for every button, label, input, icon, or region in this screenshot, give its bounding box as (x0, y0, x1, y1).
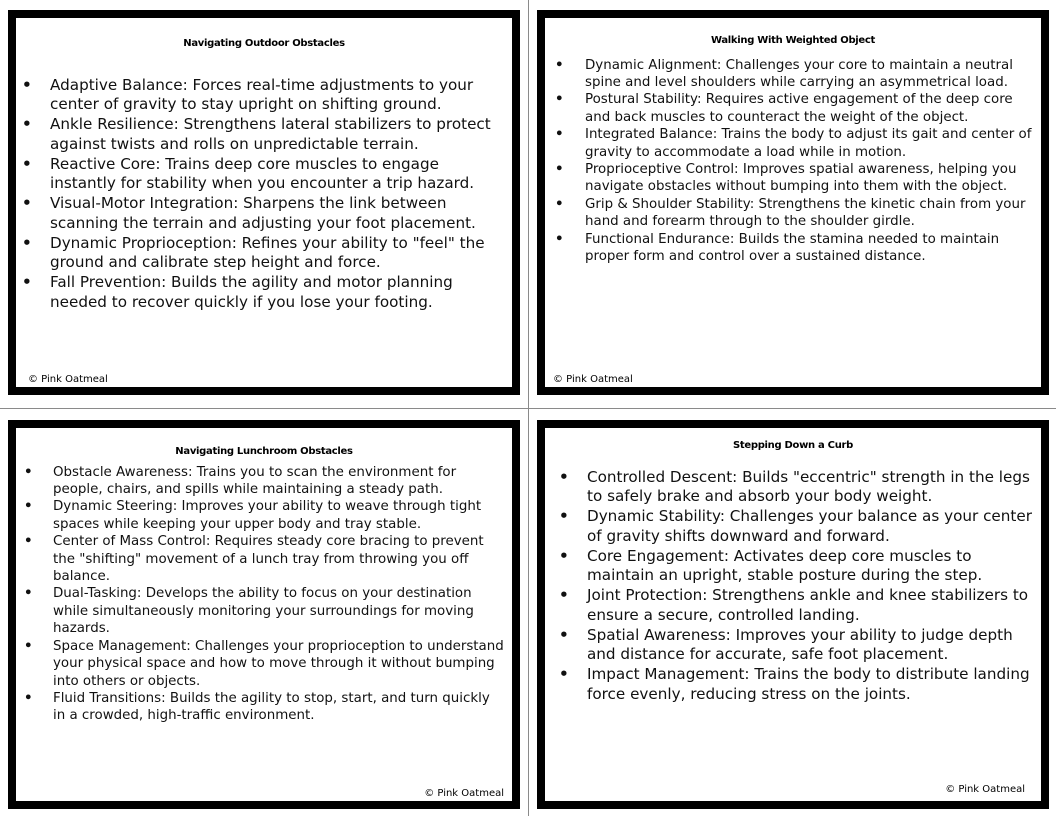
list-item: • Adaptive Balance: Forces real-time adjustments to your center of gravity to stay upright on shifting ground. (16, 76, 512, 116)
list-item: • Joint Protection: Strengthens ankle and knee stabilizers to ensure a secure, controlled landing. (545, 586, 1041, 626)
list-item: • Space Management: Challenges your proprioception to understand your physical space and how to move through it without bumping into others or objects. (16, 638, 512, 690)
benefit-list (16, 76, 512, 313)
card-title: Walking With Weighted Object (710, 35, 876, 46)
list-item: • Impact Management: Trains the body to distribute landing force evenly, reducing stress on the joints. (545, 665, 1041, 705)
list-item: • Center of Mass Control: Requires steady core bracing to prevent the "shifting" movement of a lunch tray from throwing you off balance. (16, 533, 512, 585)
card-lunchroom-obstacles (8, 420, 520, 809)
list-item: • Ankle Resilience: Strengthens lateral stabilizers to protect against twists and rolls on unpredictable terrain. (16, 115, 512, 155)
card-outdoor-obstacles (8, 10, 520, 395)
card-title: Navigating Lunchroom Obstacles (175, 446, 353, 457)
card-stepping-down-curb (537, 420, 1049, 809)
list-item: • Core Engagement: Activates deep core muscles to maintain an upright, stable posture during the step. (545, 547, 1041, 587)
list-item: • Dynamic Stability: Challenges your balance as your center of gravity shifts downward and forward. (545, 507, 1041, 547)
list-item: • Fall Prevention: Builds the agility and motor planning needed to recover quickly if you lose your footing. (16, 273, 512, 313)
benefit-list (545, 468, 1041, 705)
copyright-credit: © Pink Oatmeal (424, 788, 504, 799)
horizontal-cut-line (0, 408, 1056, 409)
card-title: Stepping Down a Curb (732, 440, 854, 451)
list-item: • Fluid Transitions: Builds the agility to stop, start, and turn quickly in a crowded, high-traffic environment. (16, 690, 512, 725)
benefit-list (545, 57, 1041, 266)
card-title: Navigating Outdoor Obstacles (183, 38, 345, 49)
list-item: • Spatial Awareness: Improves your ability to judge depth and distance for accurate, safe foot placement. (545, 626, 1041, 666)
copyright-credit: © Pink Oatmeal (945, 784, 1025, 795)
list-item: • Functional Endurance: Builds the stamina needed to maintain proper form and control over a sustained distance. (545, 231, 1041, 266)
copyright-credit: © Pink Oatmeal (28, 374, 108, 385)
list-item: • Proprioceptive Control: Improves spatial awareness, helping you navigate obstacles without bumping into them with the object. (545, 161, 1041, 196)
copyright-credit: © Pink Oatmeal (553, 374, 633, 385)
list-item: • Dual-Tasking: Develops the ability to focus on your destination while simultaneously monitoring your surroundings for moving hazards. (16, 585, 512, 637)
list-item: • Dynamic Alignment: Challenges your core to maintain a neutral spine and level shoulders while carrying an asymmetrical load. (545, 57, 1041, 92)
list-item: • Postural Stability: Requires active engagement of the deep core and back muscles to counteract the weight of the object. (545, 91, 1041, 126)
list-item: • Controlled Descent: Builds "eccentric" strength in the legs to safely brake and absorb your body weight. (545, 468, 1041, 508)
list-item: • Reactive Core: Trains deep core muscles to engage instantly for stability when you encounter a trip hazard. (16, 155, 512, 195)
list-item: • Dynamic Steering: Improves your ability to weave through tight spaces while keeping your upper body and tray stable. (16, 498, 512, 533)
list-item: • Grip & Shoulder Stability: Strengthens the kinetic chain from your hand and forearm through to the shoulder girdle. (545, 196, 1041, 231)
benefit-list (16, 464, 512, 725)
card-weighted-object (537, 10, 1049, 395)
list-item: • Dynamic Proprioception: Refines your ability to "feel" the ground and calibrate step height and force. (16, 234, 512, 274)
list-item: • Integrated Balance: Trains the body to adjust its gait and center of gravity to accommodate a load while in motion. (545, 126, 1041, 161)
list-item: • Obstacle Awareness: Trains you to scan the environment for people, chairs, and spills while maintaining a steady path. (16, 464, 512, 499)
list-item: • Visual-Motor Integration: Sharpens the link between scanning the terrain and adjusting your foot placement. (16, 194, 512, 234)
